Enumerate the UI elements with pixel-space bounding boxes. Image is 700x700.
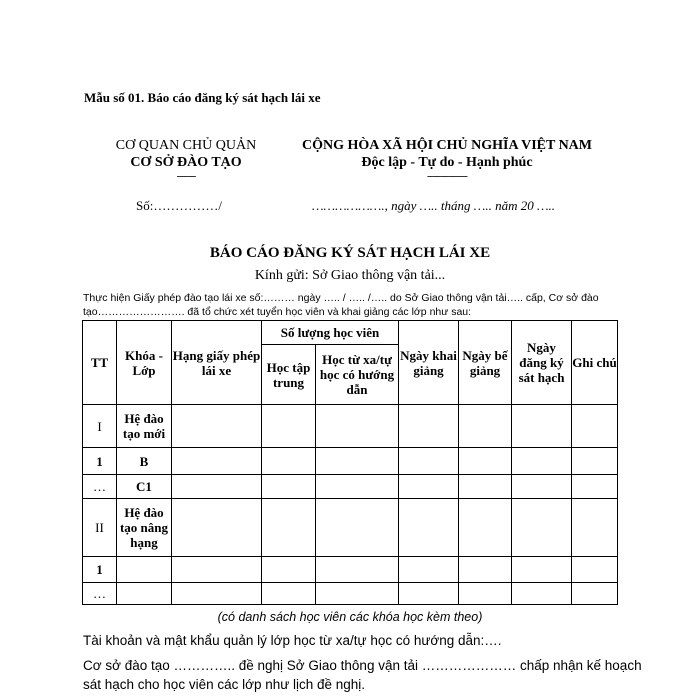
table-row (83, 557, 618, 583)
right-header (282, 137, 612, 182)
header-hoc-tu-xa: Học từ xa/tự học có hướng dẫn (316, 345, 399, 405)
document-number: Số:……………/ (136, 198, 222, 213)
row-tt: … (83, 583, 117, 605)
header-hang-giay-phep: Hạng giấy phép lái xe (172, 321, 262, 405)
row-tt: 1 (83, 557, 117, 583)
header-ngay-be-giang: Ngày bế giảng (459, 321, 512, 405)
left-header (86, 137, 286, 182)
header-hoc-tap-trung: Học tập trung (262, 345, 316, 405)
header-ghi-chu: Ghi chú (572, 321, 618, 405)
report-title: BÁO CÁO ĐĂNG KÝ SÁT HẠCH LÁI XE (209, 245, 491, 261)
document-date: ………………., ngày ….. tháng ….. năm 20 ….. (312, 198, 556, 213)
right-header-rule: --------------- (427, 170, 467, 182)
row-khoa-lop (117, 557, 172, 583)
header-so-luong-hoc-vien: Số lượng học viên (262, 321, 399, 345)
training-facility-name: CƠ SỞ ĐÀO TẠO (130, 155, 242, 170)
row-khoa-lop (117, 583, 172, 605)
registration-table (82, 320, 618, 605)
agency-name: CƠ QUAN CHỦ QUẢN (115, 138, 257, 153)
account-line: Tài khoản và mật khẩu quản lý lớp học từ xa/tự học có hướng dẫn:…. (83, 633, 502, 648)
row-tt: 1 (83, 448, 117, 475)
table-row (83, 475, 618, 499)
request-line-1: Cơ sở đào tạo ………….. đề nghị Sở Giao thông vận tải ………………… chấp nhận kế hoạch (83, 658, 642, 673)
table-row (83, 405, 618, 448)
header-ngay-khai-giang: Ngày khai giảng (399, 321, 459, 405)
row-khoa-lop: Hệ đào tạo nâng hạng (117, 499, 172, 557)
header-tt: TT (83, 321, 117, 405)
table-row (83, 448, 618, 475)
table-row (83, 499, 618, 557)
request-line-2: sát hạch cho học viên các lớp như lịch đề nghị. (83, 677, 366, 692)
intro-paragraph: Thực hiện Giấy phép đào tạo lái xe số:……… ngày ….. / ….. /….. do Sở Giao thông vận tải….. cấp, Cơ sở đào tạo……………………. đã tổ chức xét tuyển học viên và khai giảng các lớp như sau: (83, 292, 599, 318)
header-ngay-dang-ky-sat-hach: Ngày đăng ký sát hạch (512, 321, 572, 405)
national-title: CỘNG HÒA XÃ HỘI CHỦ NGHĨA VIỆT NAM (301, 138, 592, 153)
left-header-rule: ------- (176, 170, 196, 182)
header-khoa-lop: Khóa - Lớp (117, 321, 172, 405)
form-label: Mẫu số 01. Báo cáo đăng ký sát hạch lái xe (84, 90, 321, 105)
row-khoa-lop: C1 (117, 475, 172, 499)
row-tt: … (83, 475, 117, 499)
table-row (83, 583, 618, 605)
row-khoa-lop: Hệ đào tạo mới (117, 405, 172, 448)
row-tt: I (83, 405, 117, 448)
attachment-note: (có danh sách học viên các khóa học kèm theo) (217, 610, 483, 624)
recipient-line: Kính gửi: Sở Giao thông vận tải... (254, 268, 446, 283)
row-khoa-lop: B (117, 448, 172, 475)
national-motto: Độc lập - Tự do - Hạnh phúc (361, 155, 533, 170)
row-tt: II (83, 499, 117, 557)
